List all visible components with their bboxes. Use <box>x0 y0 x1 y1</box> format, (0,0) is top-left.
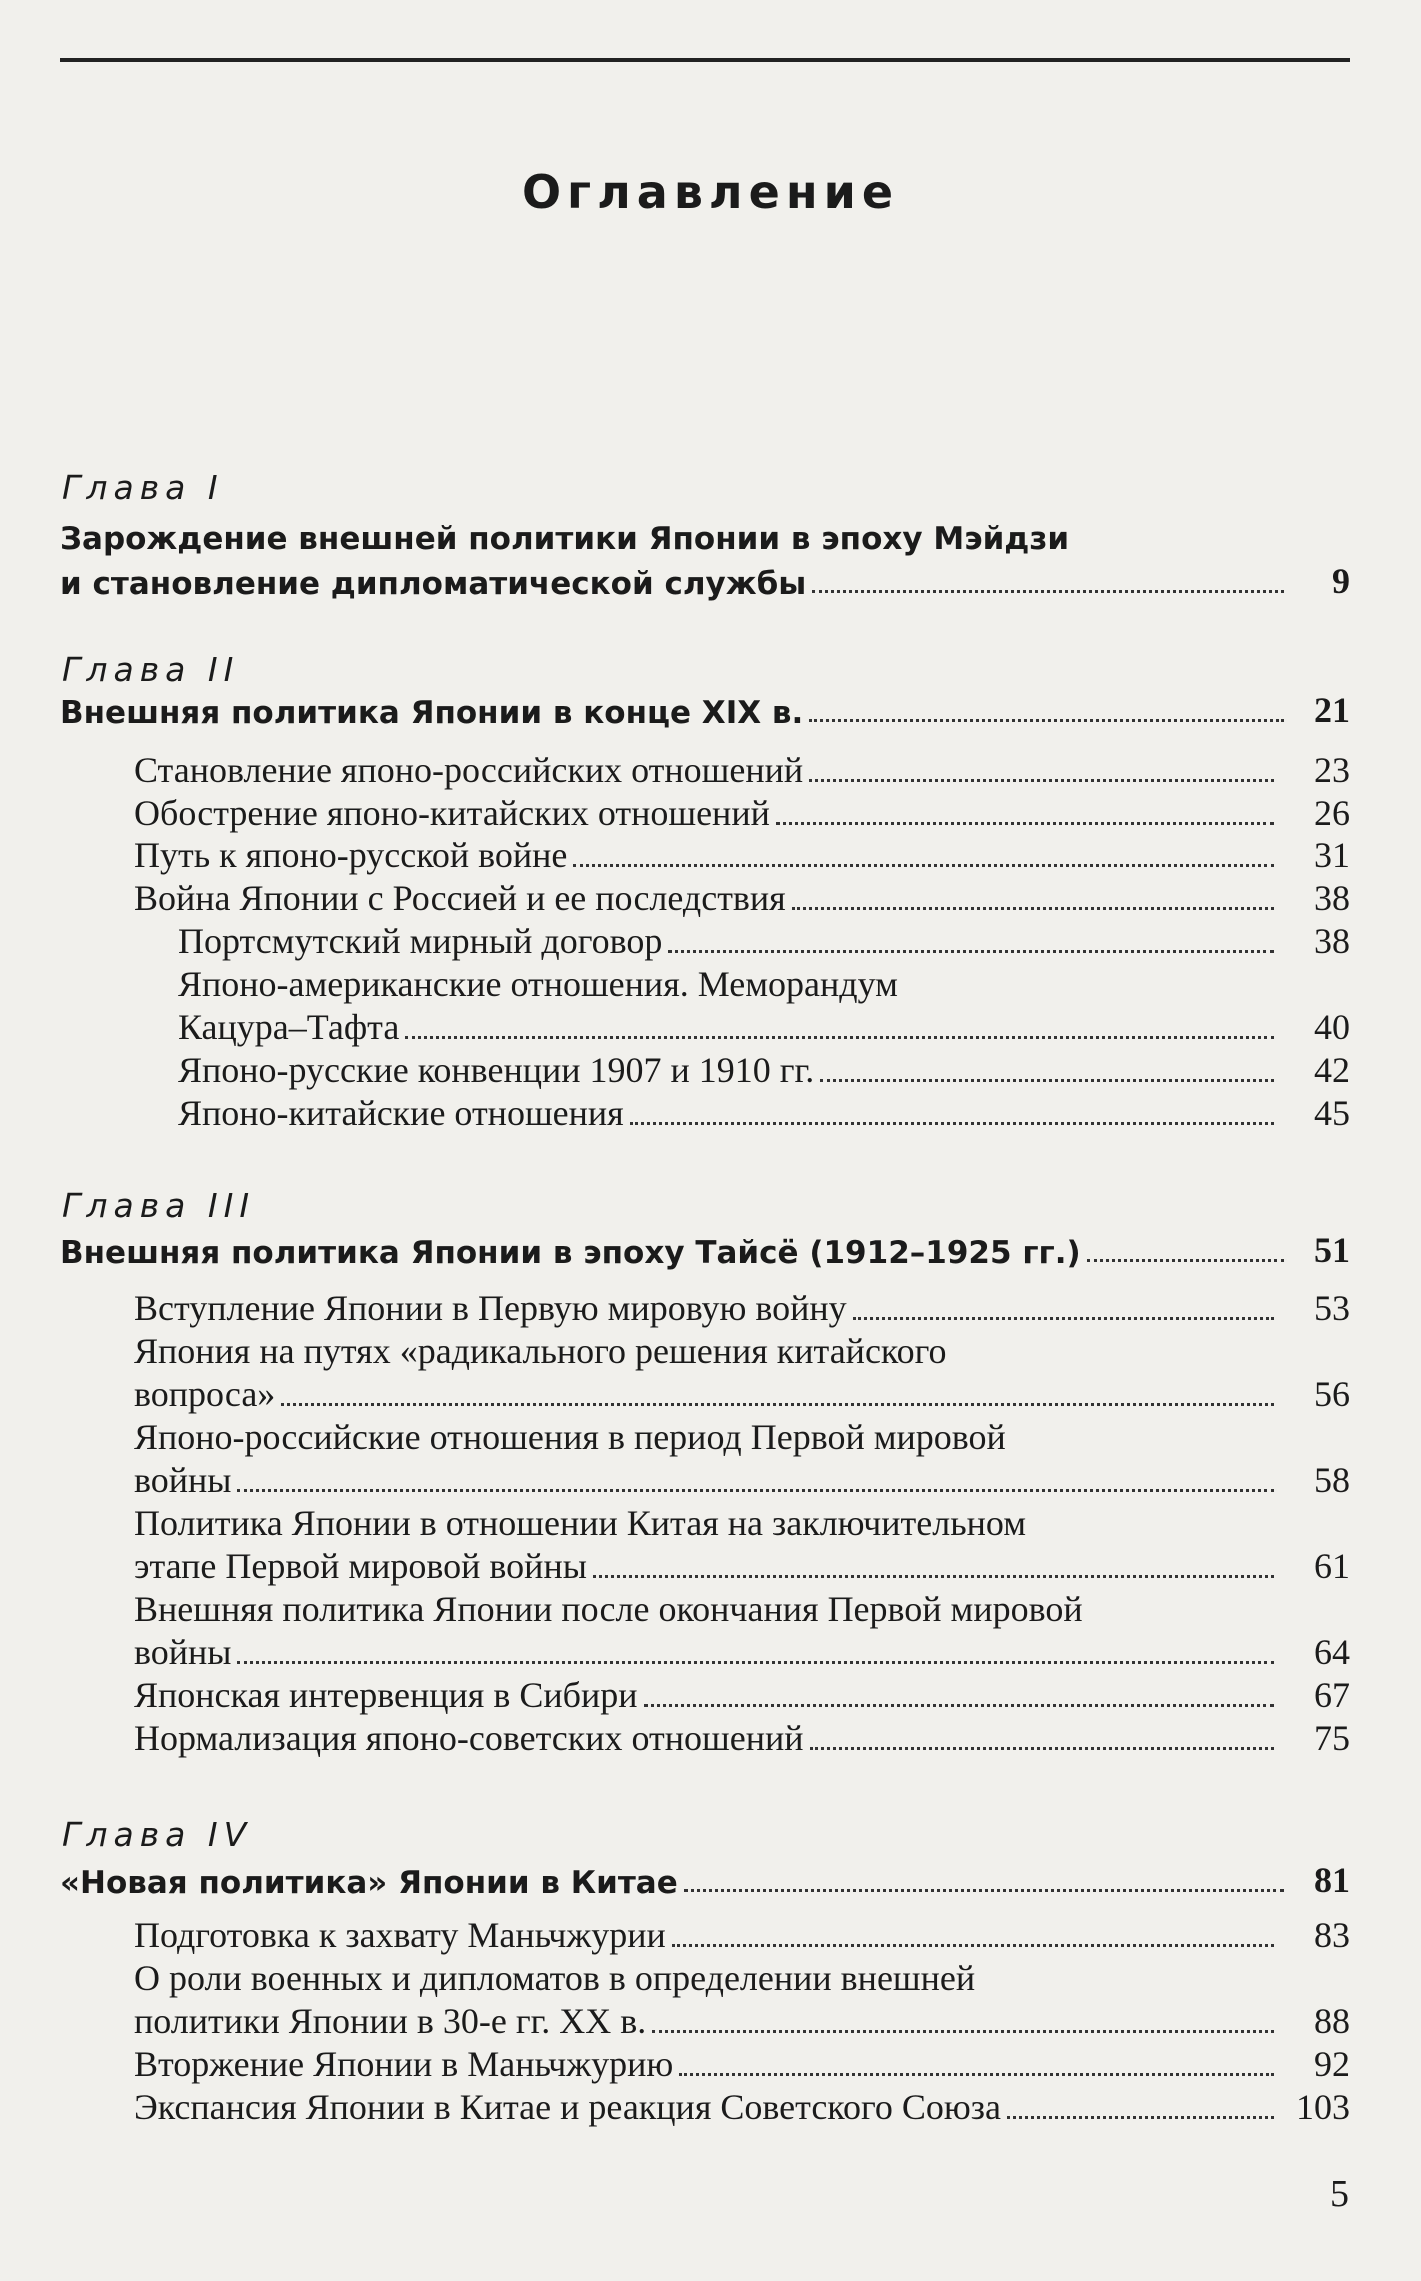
chapter-title-row <box>60 513 1350 557</box>
dot-leader <box>573 864 1274 867</box>
section-row <box>134 875 1350 919</box>
section-row <box>134 1285 1350 1329</box>
chapter-title-row <box>60 1227 1350 1271</box>
subsection-row <box>178 961 1350 1005</box>
subsection-title: Портсмутский мирный договор <box>178 921 663 961</box>
section-title: Подготовка к захвату Маньчжурии <box>134 1915 666 1955</box>
dot-leader <box>684 1889 1284 1892</box>
subsection-row <box>178 1090 1350 1134</box>
chapter-page-number: 81 <box>1314 1860 1350 1900</box>
section-page-number: 53 <box>1314 1288 1350 1328</box>
dot-leader <box>1087 1259 1284 1262</box>
section-row <box>134 1500 1350 1544</box>
dot-leader <box>820 1079 1274 1082</box>
section-row <box>134 1715 1350 1759</box>
section-page-number: 23 <box>1314 750 1350 790</box>
subsection-row <box>178 1004 1350 1048</box>
section-title: О роли военных и дипломатов в определении внешней <box>134 1958 976 1998</box>
section-page-number: 64 <box>1314 1632 1350 1672</box>
section-row <box>134 1998 1350 2042</box>
dot-leader <box>630 1122 1274 1125</box>
section-row <box>134 1629 1350 1673</box>
subsection-title: Японо-русские конвенции 1907 и 1910 гг. <box>178 1050 815 1090</box>
section-row <box>134 1457 1350 1501</box>
section-page-number: 42 <box>1314 1050 1350 1090</box>
section-row <box>134 1672 1350 1716</box>
chapter-page-number: 21 <box>1314 690 1350 730</box>
section-title: Япония на путях «радикального решения китайского <box>134 1331 947 1371</box>
subsection-title: Японо-китайские отношения <box>178 1093 624 1133</box>
dot-leader <box>776 822 1274 825</box>
section-page-number: 38 <box>1314 878 1350 918</box>
dot-leader <box>652 2030 1274 2033</box>
dot-leader <box>405 1036 1274 1039</box>
chapter-title: и становление дипломатической службы <box>60 566 807 602</box>
dot-leader <box>853 1317 1274 1320</box>
section-title: этапе Первой мировой войны <box>134 1546 587 1586</box>
section-row <box>134 1414 1350 1458</box>
chapter-title-row <box>60 1857 1350 1901</box>
section-title: Вторжение Японии в Маньчжурию <box>134 2044 674 2084</box>
dot-leader <box>809 719 1284 722</box>
section-page-number: 58 <box>1314 1460 1350 1500</box>
section-title: Война Японии с Россией и ее последствия <box>134 878 786 918</box>
chapter-label: Глава III <box>62 1186 256 1225</box>
section-row <box>134 1586 1350 1630</box>
section-row <box>134 1371 1350 1415</box>
chapter-title-row <box>60 687 1350 731</box>
dot-leader <box>644 1704 1275 1707</box>
chapter-label: Глава IV <box>62 1815 253 1854</box>
section-title: политики Японии в 30-е гг. XX в. <box>134 2001 647 2041</box>
section-page-number: 61 <box>1314 1546 1350 1586</box>
section-title: Вступление Японии в Первую мировую войну <box>134 1288 847 1328</box>
section-title: Внешняя политика Японии после окончания Первой мировой <box>134 1589 1083 1629</box>
section-title: вопроса» <box>134 1374 276 1414</box>
section-page-number: 56 <box>1314 1374 1350 1414</box>
chapter-page-number: 9 <box>1332 561 1350 601</box>
chapter-label: Глава II <box>62 650 240 689</box>
dot-leader <box>281 1403 1274 1406</box>
section-page-number: 31 <box>1314 835 1350 875</box>
chapter-label: Глава I <box>62 468 224 507</box>
section-page-number: 83 <box>1314 1915 1350 1955</box>
page-title: Оглавление <box>521 165 900 219</box>
section-title: Обострение японо-китайских отношений <box>134 793 770 833</box>
dot-leader <box>1007 2116 1274 2119</box>
chapter-title: Внешняя политика Японии в конце XIX в. <box>60 695 804 731</box>
section-title: Становление японо-российских отношений <box>134 750 804 790</box>
section-title: Нормализация японо-советских отношений <box>134 1718 804 1758</box>
dot-leader <box>810 1747 1274 1750</box>
dot-leader <box>668 950 1274 953</box>
section-row <box>134 790 1350 834</box>
section-row <box>134 2041 1350 2085</box>
chapter-page-number: 51 <box>1314 1230 1350 1270</box>
section-page-number: 92 <box>1314 2044 1350 2084</box>
section-title: Японо-российские отношения в период Первой мировой <box>134 1417 1006 1457</box>
section-page-number: 88 <box>1314 2001 1350 2041</box>
dot-leader <box>672 1944 1274 1947</box>
dot-leader <box>237 1661 1274 1664</box>
section-page-number: 40 <box>1314 1007 1350 1047</box>
subsection-row <box>178 918 1350 962</box>
dot-leader <box>679 2073 1274 2076</box>
section-title: войны <box>134 1460 232 1500</box>
section-title: Политика Японии в отношении Китая на заключительном <box>134 1503 1027 1543</box>
page-number: 5 <box>1330 2173 1349 2215</box>
section-page-number: 103 <box>1296 2087 1350 2127</box>
chapter-title: Внешняя политика Японии в эпоху Тайсё (1912–1925 гг.) <box>60 1235 1081 1271</box>
chapter-title: Зарождение внешней политики Японии в эпоху Мэйдзи <box>60 521 1070 557</box>
section-row <box>134 2084 1350 2128</box>
subsection-title: Японо-американские отношения. Меморандум <box>178 964 898 1004</box>
section-title: Экспансия Японии в Китае и реакция Советского Союза <box>134 2087 1001 2127</box>
section-row <box>134 747 1350 791</box>
chapter-title-row <box>60 558 1350 602</box>
section-page-number: 45 <box>1314 1093 1350 1133</box>
section-title: Японская интервенция в Сибири <box>134 1675 638 1715</box>
section-page-number: 26 <box>1314 793 1350 833</box>
dot-leader <box>809 779 1274 782</box>
section-page-number: 67 <box>1314 1675 1350 1715</box>
section-row <box>134 1912 1350 1956</box>
section-row <box>134 1328 1350 1372</box>
dot-leader <box>792 907 1274 910</box>
section-row <box>134 832 1350 876</box>
section-row <box>134 1955 1350 1999</box>
section-title: войны <box>134 1632 232 1672</box>
section-page-number: 38 <box>1314 921 1350 961</box>
subsection-title: Кацура–Тафта <box>178 1007 400 1047</box>
section-page-number: 75 <box>1314 1718 1350 1758</box>
section-row <box>134 1543 1350 1587</box>
dot-leader <box>593 1575 1274 1578</box>
dot-leader <box>237 1489 1274 1492</box>
subsection-row <box>178 1047 1350 1091</box>
dot-leader <box>812 590 1284 593</box>
chapter-title: «Новая политика» Японии в Китае <box>60 1865 678 1901</box>
section-title: Путь к японо-русской войне <box>134 835 568 875</box>
